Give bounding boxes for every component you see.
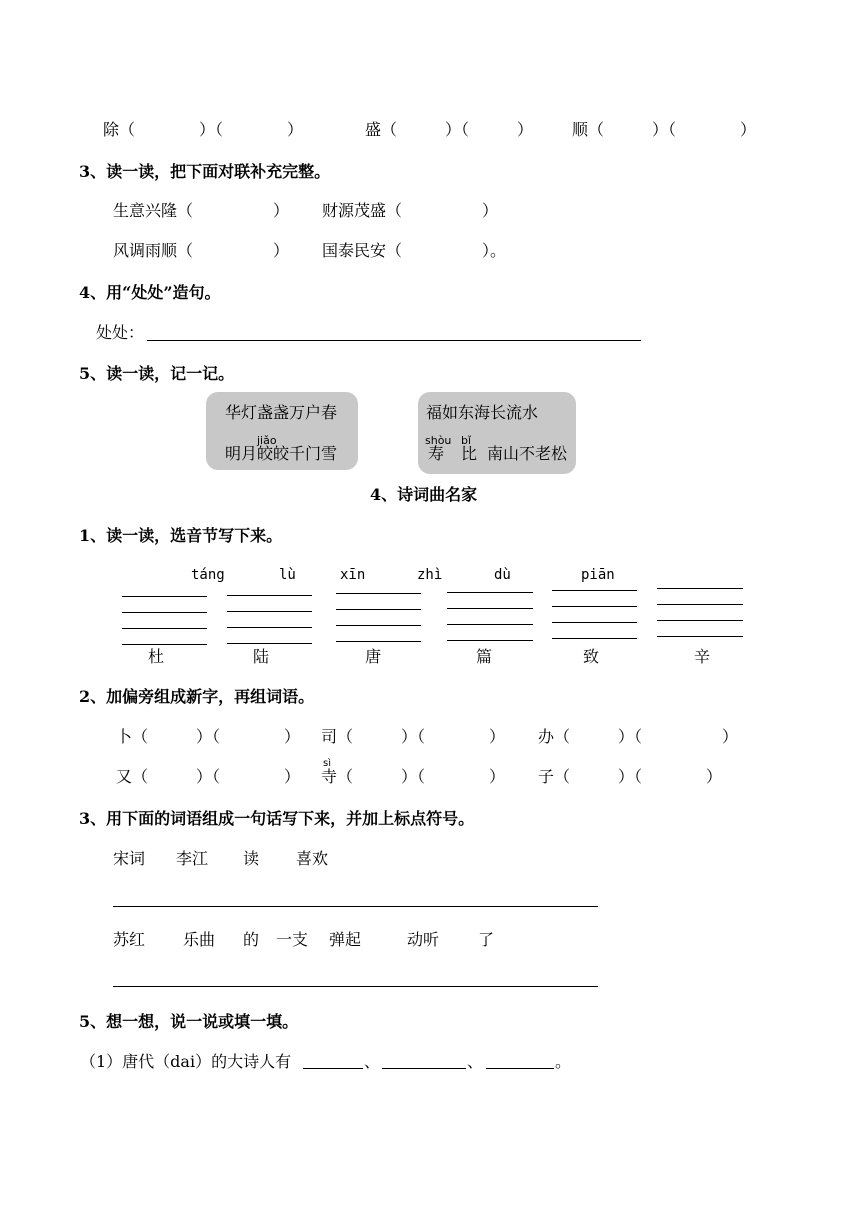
box2-rest: 南山不老松 xyxy=(487,444,568,463)
paren-blanks[interactable]: （ ）（ ） xyxy=(119,120,304,139)
row-chu xyxy=(103,122,303,138)
couplet-line-1b[interactable]: 财源茂盛（ ） xyxy=(322,201,499,220)
box1-line2: 明月皎皎千门雪 xyxy=(225,444,338,463)
word: 弹起 xyxy=(329,930,362,949)
box1-pinyin: jiǎo xyxy=(257,434,277,447)
row-sheng xyxy=(365,122,533,138)
box2-pinyin-shou: shòu xyxy=(425,434,452,447)
char-zhi: 致 xyxy=(583,647,600,666)
q5-remember-title: 5、读一读，记一记。 xyxy=(79,364,235,383)
box1-line1: 华灯盏盏万户春 xyxy=(225,403,338,422)
char-chu: 除 xyxy=(103,120,120,139)
syllable-xin: xīn xyxy=(340,567,366,583)
paren-blanks[interactable]: （ ）（ ） xyxy=(554,767,723,786)
box2-line1: 福如东海长流水 xyxy=(426,403,539,422)
paren-blanks[interactable]: （ ）（ ） xyxy=(132,767,301,786)
word: 苏红 xyxy=(113,930,146,949)
paren-blanks[interactable]: （ ）（ ） xyxy=(337,727,506,746)
char-du: 杜 xyxy=(148,647,165,666)
word-bank-2 xyxy=(113,932,513,950)
syllable-du: dù xyxy=(494,567,511,583)
paren-blanks[interactable]: （ ）（ ） xyxy=(337,767,506,786)
q2-radical-title: 2、加偏旁组成新字，再组词语。 xyxy=(79,687,315,706)
poets-item xyxy=(80,1054,291,1070)
sentence-answer-line-1[interactable] xyxy=(113,906,598,907)
separator: 、 xyxy=(467,1052,484,1071)
separator: 、 xyxy=(364,1052,381,1071)
radical-row2-item1: 又（ ）（ ） xyxy=(116,767,301,786)
radical-row2-item2: 寺（ ）（ ） xyxy=(321,767,506,786)
couplet-line-2b[interactable]: 国泰民安（ ）。 xyxy=(322,241,507,260)
chuchu-label: 处处： xyxy=(96,323,145,342)
couplet-line-2a[interactable]: 风调雨顺（ ） xyxy=(113,241,290,260)
row-shun xyxy=(572,122,756,138)
end-mark: 。 xyxy=(555,1052,572,1071)
poet-blank-1[interactable] xyxy=(303,1068,363,1069)
poets-prompt: （1）唐代（dai）的大诗人有 xyxy=(80,1052,292,1071)
box2-pinyin-bi: bǐ xyxy=(461,434,472,447)
word: 了 xyxy=(478,930,495,949)
word: 宋词 xyxy=(113,849,146,868)
q3-sentence-title: 3、用下面的词语组成一句话写下来，并加上标点符号。 xyxy=(79,809,475,828)
char-shun: 顺 xyxy=(572,120,589,139)
paren-blanks[interactable]: （ ）（ ） xyxy=(132,727,301,746)
char-tang: 唐 xyxy=(365,647,382,666)
word: 喜欢 xyxy=(296,849,329,868)
word: 的 xyxy=(243,930,260,949)
sentence-answer-line-2[interactable] xyxy=(113,986,598,987)
poet-blank-3[interactable] xyxy=(486,1068,554,1069)
word: 乐曲 xyxy=(183,930,216,949)
paren-blanks[interactable]: （ ）（ ） xyxy=(588,120,757,139)
pinyin-si: sì xyxy=(323,758,331,769)
syllable-pian: piān xyxy=(581,567,615,583)
chuchu-answer-line[interactable] xyxy=(147,340,641,341)
paren-blanks[interactable]: （ ）（ ） xyxy=(554,727,739,746)
syllable-tang: táng xyxy=(191,567,225,583)
radical-row1-item3: 办（ ）（ ） xyxy=(538,727,739,746)
couplet-line-1a[interactable]: 生意兴隆（ ） xyxy=(113,201,290,220)
word: 读 xyxy=(243,849,260,868)
word-bank-1 xyxy=(113,851,373,869)
q3-couplet-title: 3、读一读，把下面对联补充完整。 xyxy=(79,162,331,181)
syllable-lu: lù xyxy=(279,567,296,583)
char-pian: 篇 xyxy=(476,647,493,666)
char-sheng: 盛 xyxy=(365,120,382,139)
q4-sentence-title: 4、用“处处”造句。 xyxy=(79,283,221,302)
q1-pinyin-title: 1、读一读，选音节写下来。 xyxy=(79,526,283,545)
q5-fill-title: 5、想一想，说一说或填一填。 xyxy=(79,1012,299,1031)
poet-blank-2[interactable] xyxy=(382,1068,466,1069)
word: 李江 xyxy=(176,849,209,868)
box2-char-bi: 比 xyxy=(461,444,478,463)
lesson-title: 4、诗词曲名家 xyxy=(370,485,478,504)
syllable-zhi: zhì xyxy=(417,567,443,583)
radical-row2-item3: 子（ ）（ ） xyxy=(538,767,723,786)
paren-blanks[interactable]: （ ）（ ） xyxy=(381,120,534,139)
radical-row1-item2: 司（ ）（ ） xyxy=(321,727,506,746)
radical-row1-item1: 卜（ ）（ ） xyxy=(116,727,301,746)
char-xin: 辛 xyxy=(694,647,711,666)
word: 一支 xyxy=(276,930,309,949)
box2-char-shou: 寿 xyxy=(428,444,445,463)
word: 动听 xyxy=(407,930,440,949)
char-lu: 陆 xyxy=(253,647,270,666)
